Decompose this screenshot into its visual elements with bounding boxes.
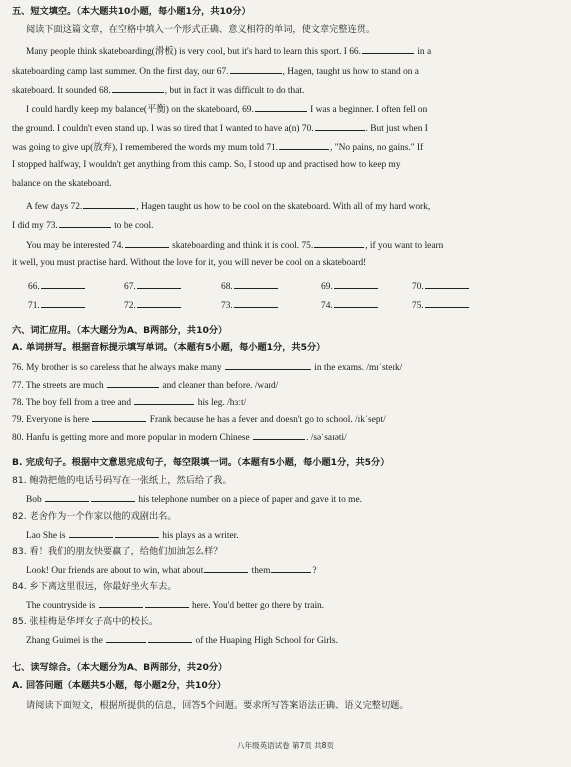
section6b-title: B. 完成句子。根据中文意思完成句子，每空限填一词。（本题有5小题，每小题1分，共5分） (12, 457, 390, 468)
answer-72[interactable]: 72. (124, 298, 182, 312)
blank-82b[interactable] (115, 528, 159, 538)
section5-instructions: 阅读下面这篇文章，在空格中填入一个形式正确、意义相符的单词，使文章完整连贯。 (26, 24, 376, 35)
passage-line: was going to give up(放弃), I remembered the words my mum told 71. , "No pains, no gains." If (12, 140, 561, 154)
section7-title: 七、读写综合。（本大题分为A、B两部分，共20分） (12, 662, 228, 673)
blank-78[interactable] (134, 395, 194, 405)
blank-76[interactable] (225, 360, 311, 370)
question-84: The countryside is here. You'd better go there by train. (26, 598, 561, 612)
blank-70[interactable] (315, 121, 365, 131)
question-80: 80. Hanfu is getting more and more popular in modern Chinese . /səˈsaɪəti/ (12, 430, 561, 444)
answer-69[interactable]: 69. (321, 279, 379, 293)
question-77: 77. The streets are much and cleaner than before. /waɪd/ (12, 378, 561, 392)
blank-74[interactable] (125, 238, 169, 248)
blank-77[interactable] (107, 378, 159, 388)
blank-85b[interactable] (148, 633, 192, 643)
passage-line: Many people think skateboarding(滑板) is very cool, but it's hard to learn this sport. I 66. in a (26, 44, 561, 58)
blank-66[interactable] (362, 44, 414, 54)
question-85-chinese: 85. 张桂梅是华坪女子高中的校长。 (12, 616, 159, 627)
blank-80[interactable] (253, 430, 305, 440)
answer-75[interactable]: 75. (412, 298, 470, 312)
blank-84a[interactable] (99, 598, 143, 608)
blank-82a[interactable] (69, 528, 113, 538)
blank-85a[interactable] (106, 633, 146, 643)
blank-83a[interactable] (204, 563, 248, 573)
passage-line: I stopped halfway, I wouldn't get anything from this camp. So, I stood up and practised how to keep my (12, 160, 401, 170)
answer-70[interactable]: 70. (412, 279, 470, 293)
blank-79[interactable] (92, 412, 146, 422)
answer-67[interactable]: 67. (124, 279, 182, 293)
blank-84b[interactable] (145, 598, 189, 608)
blank-81b[interactable] (91, 492, 135, 502)
section6-title: 六、词汇应用。（本大题分为A、B两部分，共10分） (12, 325, 228, 336)
blank-69[interactable] (255, 102, 307, 112)
answer-71[interactable]: 71. (28, 298, 86, 312)
section7a-title: A. 回答问题（本题共5小题，每小题2分，共10分） (12, 680, 227, 691)
blank-83b[interactable] (271, 563, 311, 573)
blank-68[interactable] (112, 83, 164, 93)
blank-67[interactable] (230, 64, 282, 74)
question-82-chinese: 82. 老舍作为一个作家以他的戏剧出名。 (12, 511, 177, 522)
passage-line: I did my 73. to be cool. (12, 218, 561, 232)
blank-81a[interactable] (45, 492, 89, 502)
passage-line: A few days 72. , Hagen taught us how to be cool on the skateboard. With all of my hard work, (26, 199, 561, 213)
question-84-chinese: 84. 乡下离这里很远，你最好坐火车去。 (12, 581, 177, 592)
question-83-chinese: 83. 看！我们的朋友快要赢了，给他们加油怎么样？ (12, 546, 223, 557)
passage-line: skateboard. It sounded 68. , but in fact it was difficult to do that. (12, 83, 561, 97)
section6a-title: A. 单词拼写。根据音标提示填写单词。（本题有5小题，每小题1分，共5分） (12, 342, 326, 353)
answer-74[interactable]: 74. (321, 298, 379, 312)
passage-line: balance on the skateboard. (12, 179, 112, 189)
answer-66[interactable]: 66. (28, 279, 86, 293)
question-76: 76. My brother is so careless that he always make many in the exams. /mɪˈsteɪk/ (12, 360, 561, 374)
section7-instructions: 请阅读下面短文，根据所提供的信息，回答5个问题。要求所写答案语法正确、语义完整切题。 (26, 700, 409, 711)
passage-line: You may be interested 74. skateboarding and think it is cool. 75. , if you want to learn (26, 238, 561, 252)
passage-line: the ground. I couldn't even stand up. I was so tired that I wanted to have a(n) 70. . But just when I (12, 121, 561, 135)
section5-title: 五、短文填空。（本大题共10小题，每小题1分，共10分） (12, 6, 251, 17)
blank-73[interactable] (59, 218, 111, 228)
question-83: Look! Our friends are about to win, what about them ? (26, 563, 561, 577)
blank-72[interactable] (83, 199, 135, 209)
passage-line: skateboarding camp last summer. On the first day, our 67. , Hagen, taught us how to stand on a (12, 64, 561, 78)
question-78: 78. The boy fell from a tree and his leg. /hɜːt/ (12, 395, 561, 409)
answer-68[interactable]: 68. (221, 279, 279, 293)
question-81-chinese: 81. 鲍勃把他的电话号码写在一张纸上，然后给了我。 (12, 475, 232, 486)
passage-line: I could hardly keep my balance(平衡) on the skateboard, 69. I was a beginner. I often fell on (26, 102, 561, 116)
question-85: Zhang Guimei is the of the Huaping High School for Girls. (26, 633, 561, 647)
question-79: 79. Everyone is here Frank because he has a fever and doesn't go to school. /ɪkˈsept/ (12, 412, 561, 426)
page-footer: 八年级英语试卷 第7页 共8页 (237, 741, 334, 750)
blank-71[interactable] (279, 140, 329, 150)
question-81: Bob his telephone number on a piece of paper and gave it to me. (26, 492, 561, 506)
question-82: Lao She is his plays as a writer. (26, 528, 561, 542)
answer-73[interactable]: 73. (221, 298, 279, 312)
passage-line: it well, you must practise hard. Without the love for it, you will never be cool on a skateboard! (12, 258, 367, 268)
blank-75[interactable] (314, 238, 364, 248)
